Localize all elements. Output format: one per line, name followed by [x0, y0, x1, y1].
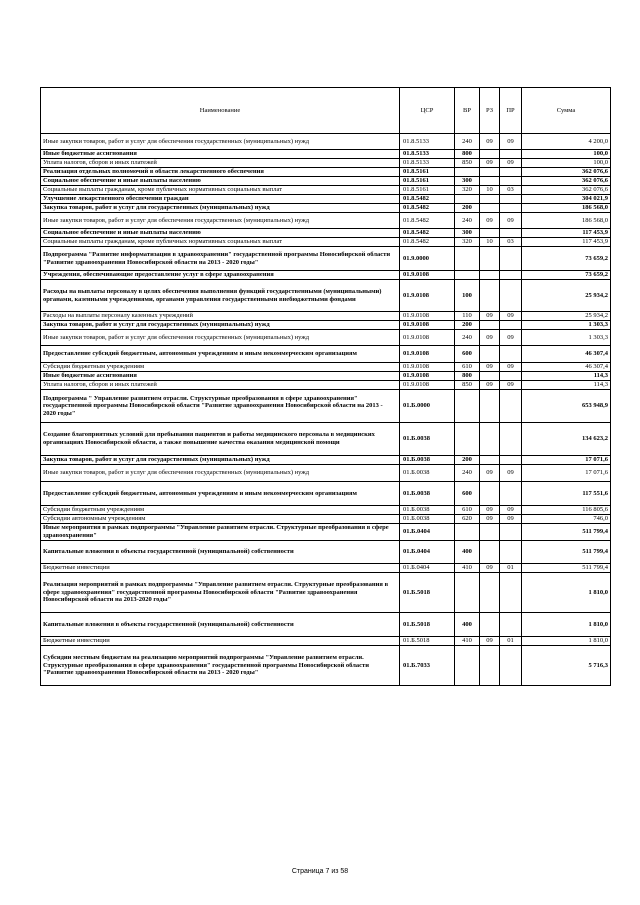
cell-vr — [455, 524, 480, 541]
cell-sum: 117 453,9 — [522, 229, 611, 238]
cell-csr: 01.Б.0038 — [400, 456, 455, 465]
cell-vr: 240 — [455, 213, 480, 229]
cell-vr: 610 — [455, 506, 480, 515]
cell-name: Социальные выплаты гражданам, кроме публичных нормативных социальных выплат — [41, 186, 400, 195]
cell-vr: 200 — [455, 204, 480, 213]
cell-csr: 01.9.0108 — [400, 321, 455, 330]
cell-name: Социальные выплаты гражданам, кроме публичных нормативных социальных выплат — [41, 238, 400, 247]
cell-sum: 134 623,2 — [522, 423, 611, 456]
cell-rz — [480, 229, 500, 238]
header-sum: Сумма — [522, 88, 611, 134]
cell-sum: 362 076,6 — [522, 168, 611, 177]
cell-vr: 400 — [455, 613, 480, 637]
cell-vr: 200 — [455, 456, 480, 465]
cell-vr: 320 — [455, 238, 480, 247]
cell-pr — [500, 423, 522, 456]
table-row — [41, 159, 611, 168]
table-row — [41, 506, 611, 515]
cell-pr — [500, 271, 522, 280]
cell-pr — [500, 168, 522, 177]
cell-name: Иные мероприятия в рамках подпрограммы "Управление развитием отрасли. Структурные преобразования в сфере здравоохранения" — [41, 524, 400, 541]
table-header-row — [41, 88, 611, 134]
cell-vr — [455, 247, 480, 271]
cell-vr: 800 — [455, 150, 480, 159]
cell-name: Уплата налогов, сборов и иных платежей — [41, 381, 400, 390]
page-number: Страница 7 из 58 — [291, 868, 349, 875]
table-row — [41, 321, 611, 330]
cell-csr: 01.8.5161 — [400, 186, 455, 195]
cell-vr: 240 — [455, 134, 480, 150]
table-row — [41, 168, 611, 177]
cell-sum: 304 021,9 — [522, 195, 611, 204]
cell-rz: 10 — [480, 186, 500, 195]
cell-csr: 01.8.5482 — [400, 195, 455, 204]
cell-name: Социальное обеспечение и иные выплаты населению — [41, 177, 400, 186]
cell-sum: 1 810,0 — [522, 613, 611, 637]
cell-name: Реализация мероприятий в рамках подпрограммы "Управление развитием отрасли. Структурные преобразования в сфере здравоохранения" государственной программы Новосибирской области "Развитие здравоохранения Новосибирской области на 2013-2020 годы" — [41, 573, 400, 613]
cell-sum: 73 659,2 — [522, 271, 611, 280]
table-row — [41, 229, 611, 238]
cell-sum: 362 076,6 — [522, 177, 611, 186]
cell-vr: 610 — [455, 363, 480, 372]
cell-vr: 410 — [455, 637, 480, 646]
cell-rz — [480, 346, 500, 363]
cell-vr: 850 — [455, 159, 480, 168]
cell-pr — [500, 229, 522, 238]
cell-pr — [500, 372, 522, 381]
cell-pr: 09 — [500, 330, 522, 346]
table-row — [41, 330, 611, 346]
cell-rz — [480, 573, 500, 613]
table-row — [41, 465, 611, 482]
cell-sum: 100,0 — [522, 159, 611, 168]
cell-csr: 01.8.5482 — [400, 213, 455, 229]
cell-sum: 5 716,3 — [522, 646, 611, 686]
cell-csr: 01.9.0108 — [400, 346, 455, 363]
cell-name: Субсидии автономным учреждениям — [41, 515, 400, 524]
cell-sum: 25 934,2 — [522, 280, 611, 312]
cell-csr: 01.Б.0038 — [400, 506, 455, 515]
cell-pr — [500, 541, 522, 564]
cell-rz: 09 — [480, 564, 500, 573]
table-row — [41, 134, 611, 150]
header-csr: ЦСР — [400, 88, 455, 134]
cell-pr: 09 — [500, 213, 522, 229]
table-row — [41, 524, 611, 541]
cell-pr — [500, 456, 522, 465]
cell-csr: 01.Б.0038 — [400, 465, 455, 482]
cell-csr: 01.9.0000 — [400, 247, 455, 271]
cell-rz — [480, 541, 500, 564]
cell-sum: 1 303,3 — [522, 321, 611, 330]
cell-csr: 01.Б.0404 — [400, 524, 455, 541]
cell-pr: 09 — [500, 465, 522, 482]
cell-sum: 117 453,9 — [522, 238, 611, 247]
cell-name: Предоставление субсидий бюджетным, автономным учреждениям и иным некоммерческим организациям — [41, 482, 400, 506]
cell-vr: 110 — [455, 312, 480, 321]
cell-sum: 186 568,0 — [522, 213, 611, 229]
cell-sum: 511 799,4 — [522, 524, 611, 541]
cell-csr: 01.9.0108 — [400, 312, 455, 321]
table-row — [41, 312, 611, 321]
cell-rz — [480, 482, 500, 506]
table-row — [41, 646, 611, 686]
cell-rz: 10 — [480, 238, 500, 247]
cell-rz: 09 — [480, 506, 500, 515]
header-rz: РЗ — [480, 88, 500, 134]
cell-csr: 01.8.5133 — [400, 150, 455, 159]
cell-csr: 01.8.5133 — [400, 134, 455, 150]
cell-pr: 01 — [500, 637, 522, 646]
table-row — [41, 482, 611, 506]
table-row — [41, 390, 611, 423]
table-row — [41, 573, 611, 613]
table-row — [41, 346, 611, 363]
cell-name: Реализация отдельных полномочий в области лекарственного обеспечения — [41, 168, 400, 177]
cell-name: Иные закупки товаров, работ и услуг для обеспечения государственных (муниципальных) нужд — [41, 465, 400, 482]
cell-rz: 09 — [480, 637, 500, 646]
table-row — [41, 271, 611, 280]
cell-name: Закупка товаров, работ и услуг для государственных (муниципальных) нужд — [41, 321, 400, 330]
cell-rz: 09 — [480, 330, 500, 346]
cell-pr: 09 — [500, 506, 522, 515]
cell-pr — [500, 646, 522, 686]
cell-csr: 01.9.0108 — [400, 363, 455, 372]
table-row — [41, 381, 611, 390]
cell-vr: 600 — [455, 346, 480, 363]
table-row — [41, 213, 611, 229]
cell-name: Социальное обеспечение и иные выплаты населению — [41, 229, 400, 238]
cell-vr: 600 — [455, 482, 480, 506]
table-row — [41, 363, 611, 372]
cell-rz — [480, 524, 500, 541]
cell-vr: 100 — [455, 280, 480, 312]
cell-vr: 300 — [455, 229, 480, 238]
cell-vr — [455, 271, 480, 280]
cell-name: Расходы на выплаты персоналу в целях обеспечения выполнения функций государственными (муниципальными) органами, казенными учреждениями, органами управления государственными внебюджетными фондами — [41, 280, 400, 312]
cell-name: Закупка товаров, работ и услуг для государственных (муниципальных) нужд — [41, 456, 400, 465]
table-row — [41, 541, 611, 564]
budget-table — [40, 87, 611, 686]
table-row — [41, 515, 611, 524]
cell-csr: 01.Б.5018 — [400, 637, 455, 646]
cell-csr: 01.8.5161 — [400, 177, 455, 186]
cell-sum: 73 659,2 — [522, 247, 611, 271]
cell-sum: 4 200,0 — [522, 134, 611, 150]
cell-rz — [480, 280, 500, 312]
cell-csr: 01.8.5482 — [400, 229, 455, 238]
cell-pr — [500, 482, 522, 506]
cell-rz — [480, 271, 500, 280]
cell-sum: 186 568,0 — [522, 204, 611, 213]
cell-name: Иные бюджетные ассигнования — [41, 150, 400, 159]
cell-rz — [480, 423, 500, 456]
table-row — [41, 564, 611, 573]
cell-sum: 511 799,4 — [522, 564, 611, 573]
table-row — [41, 238, 611, 247]
cell-name: Субсидии бюджетным учреждениям — [41, 363, 400, 372]
cell-sum: 46 307,4 — [522, 363, 611, 372]
cell-rz — [480, 456, 500, 465]
cell-sum: 17 071,6 — [522, 456, 611, 465]
cell-rz: 09 — [480, 134, 500, 150]
cell-rz — [480, 150, 500, 159]
cell-sum: 362 076,6 — [522, 186, 611, 195]
cell-csr: 01.Б.0038 — [400, 515, 455, 524]
cell-rz — [480, 613, 500, 637]
cell-name: Учреждения, обеспечивающие предоставление услуг в сфере здравоохранения — [41, 271, 400, 280]
cell-pr: 03 — [500, 238, 522, 247]
cell-sum: 100,0 — [522, 150, 611, 159]
cell-pr — [500, 390, 522, 423]
cell-rz: 09 — [480, 465, 500, 482]
cell-rz — [480, 390, 500, 423]
cell-vr: 410 — [455, 564, 480, 573]
cell-sum: 116 805,6 — [522, 506, 611, 515]
cell-csr: 01.9.0108 — [400, 330, 455, 346]
cell-sum: 1 303,3 — [522, 330, 611, 346]
cell-pr: 09 — [500, 381, 522, 390]
cell-csr: 01.9.0108 — [400, 381, 455, 390]
cell-pr — [500, 247, 522, 271]
cell-name: Создание благоприятных условий для пребывания пациентов и работы медицинского персонала в медицинских организациях Новосибирской области, а также повышение качества оказания медицинской помощи — [41, 423, 400, 456]
cell-pr: 09 — [500, 159, 522, 168]
cell-name: Улучшение лекарственного обеспечения граждан — [41, 195, 400, 204]
cell-sum: 114,3 — [522, 372, 611, 381]
cell-name: Расходы на выплаты персоналу казенных учреждений — [41, 312, 400, 321]
cell-rz — [480, 372, 500, 381]
table-row — [41, 280, 611, 312]
table-row — [41, 150, 611, 159]
cell-sum: 653 948,9 — [522, 390, 611, 423]
cell-rz — [480, 646, 500, 686]
header-vr: ВР — [455, 88, 480, 134]
table-row — [41, 247, 611, 271]
cell-sum: 25 934,2 — [522, 312, 611, 321]
table-row — [41, 186, 611, 195]
cell-vr — [455, 423, 480, 456]
cell-csr: 01.Б.0038 — [400, 423, 455, 456]
cell-name: Бюджетные инвестиции — [41, 637, 400, 646]
header-name: Наименование — [41, 88, 400, 134]
cell-name: Подпрограмма "Развитие информатизации в здравоохранении" государственной программы Новосибирской области "Развитие здравоохранения Новосибирской области на 2013 - 2020 годы" — [41, 247, 400, 271]
cell-vr: 240 — [455, 465, 480, 482]
cell-vr — [455, 168, 480, 177]
cell-rz — [480, 247, 500, 271]
cell-vr: 300 — [455, 177, 480, 186]
cell-pr — [500, 346, 522, 363]
cell-csr: 01.Б.5018 — [400, 613, 455, 637]
cell-csr: 01.9.0108 — [400, 372, 455, 381]
table-row — [41, 372, 611, 381]
cell-vr — [455, 646, 480, 686]
cell-vr: 620 — [455, 515, 480, 524]
cell-rz — [480, 168, 500, 177]
cell-rz — [480, 177, 500, 186]
cell-rz: 09 — [480, 213, 500, 229]
cell-sum: 746,0 — [522, 515, 611, 524]
cell-vr: 320 — [455, 186, 480, 195]
cell-name: Подпрограмма " Управление развитием отрасли. Структурные преобразования в сфере здравоохранения" государственной программы Новосибирской области "Развитие здравоохранения Новосибирской области на 2013 - 2020 годы" — [41, 390, 400, 423]
cell-rz: 09 — [480, 363, 500, 372]
cell-name: Иные закупки товаров, работ и услуг для обеспечения государственных (муниципальных) нужд — [41, 213, 400, 229]
cell-csr: 01.Б.5018 — [400, 573, 455, 613]
cell-csr: 01.Б.7033 — [400, 646, 455, 686]
cell-pr — [500, 613, 522, 637]
cell-csr: 01.8.5482 — [400, 238, 455, 247]
cell-pr — [500, 573, 522, 613]
cell-pr: 09 — [500, 363, 522, 372]
cell-pr: 03 — [500, 186, 522, 195]
cell-pr: 01 — [500, 564, 522, 573]
cell-vr: 800 — [455, 372, 480, 381]
cell-csr: 01.Б.0404 — [400, 564, 455, 573]
cell-pr — [500, 177, 522, 186]
table-row — [41, 637, 611, 646]
cell-rz: 09 — [480, 312, 500, 321]
cell-csr: 01.Б.0404 — [400, 541, 455, 564]
cell-vr — [455, 390, 480, 423]
cell-rz — [480, 195, 500, 204]
cell-name: Иные бюджетные ассигнования — [41, 372, 400, 381]
cell-sum: 511 799,4 — [522, 541, 611, 564]
cell-name: Иные закупки товаров, работ и услуг для обеспечения государственных (муниципальных) нужд — [41, 330, 400, 346]
cell-rz: 09 — [480, 515, 500, 524]
header-pr: ПР — [500, 88, 522, 134]
table-row — [41, 177, 611, 186]
table-row — [41, 613, 611, 637]
cell-rz: 09 — [480, 381, 500, 390]
cell-vr — [455, 573, 480, 613]
cell-name: Капитальные вложения в объекты государственной (муниципальной) собственности — [41, 613, 400, 637]
cell-name: Закупка товаров, работ и услуг для государственных (муниципальных) нужд — [41, 204, 400, 213]
cell-name: Предоставление субсидий бюджетным, автономным учреждениям и иным некоммерческим организациям — [41, 346, 400, 363]
cell-csr: 01.9.0108 — [400, 271, 455, 280]
cell-name: Иные закупки товаров, работ и услуг для обеспечения государственных (муниципальных) нужд — [41, 134, 400, 150]
cell-vr: 400 — [455, 541, 480, 564]
cell-csr: 01.9.0108 — [400, 280, 455, 312]
cell-pr: 09 — [500, 312, 522, 321]
cell-rz: 09 — [480, 159, 500, 168]
cell-sum: 17 071,6 — [522, 465, 611, 482]
cell-name: Капитальные вложения в объекты государственной (муниципальной) собственности — [41, 541, 400, 564]
cell-name: Бюджетные инвестиции — [41, 564, 400, 573]
cell-csr: 01.Б.0000 — [400, 390, 455, 423]
cell-sum: 114,3 — [522, 381, 611, 390]
cell-pr — [500, 280, 522, 312]
cell-csr: 01.8.5161 — [400, 168, 455, 177]
cell-csr: 01.8.5133 — [400, 159, 455, 168]
cell-pr: 09 — [500, 515, 522, 524]
cell-pr: 09 — [500, 134, 522, 150]
cell-vr: 200 — [455, 321, 480, 330]
cell-pr — [500, 321, 522, 330]
cell-vr — [455, 195, 480, 204]
cell-csr: 01.Б.0038 — [400, 482, 455, 506]
cell-rz — [480, 204, 500, 213]
cell-pr — [500, 524, 522, 541]
table-row — [41, 195, 611, 204]
cell-vr: 850 — [455, 381, 480, 390]
cell-name: Субсидии местным бюджетам на реализацию мероприятий подпрограммы "Управление развитием отрасли. Структурные преобразования в сфере здравоохранения" государственной программы Новосибирской области "Развитие здравоохранения Новосибирской области на 2013 - 2020 годы" — [41, 646, 400, 686]
cell-pr — [500, 150, 522, 159]
cell-rz — [480, 321, 500, 330]
table-row — [41, 456, 611, 465]
table-row — [41, 423, 611, 456]
cell-name: Субсидии бюджетным учреждениям — [41, 506, 400, 515]
cell-pr — [500, 204, 522, 213]
cell-pr — [500, 195, 522, 204]
cell-csr: 01.8.5482 — [400, 204, 455, 213]
cell-sum: 117 551,6 — [522, 482, 611, 506]
cell-name: Уплата налогов, сборов и иных платежей — [41, 159, 400, 168]
cell-sum: 46 307,4 — [522, 346, 611, 363]
cell-sum: 1 810,0 — [522, 573, 611, 613]
table-row — [41, 204, 611, 213]
cell-sum: 1 810,0 — [522, 637, 611, 646]
cell-vr: 240 — [455, 330, 480, 346]
